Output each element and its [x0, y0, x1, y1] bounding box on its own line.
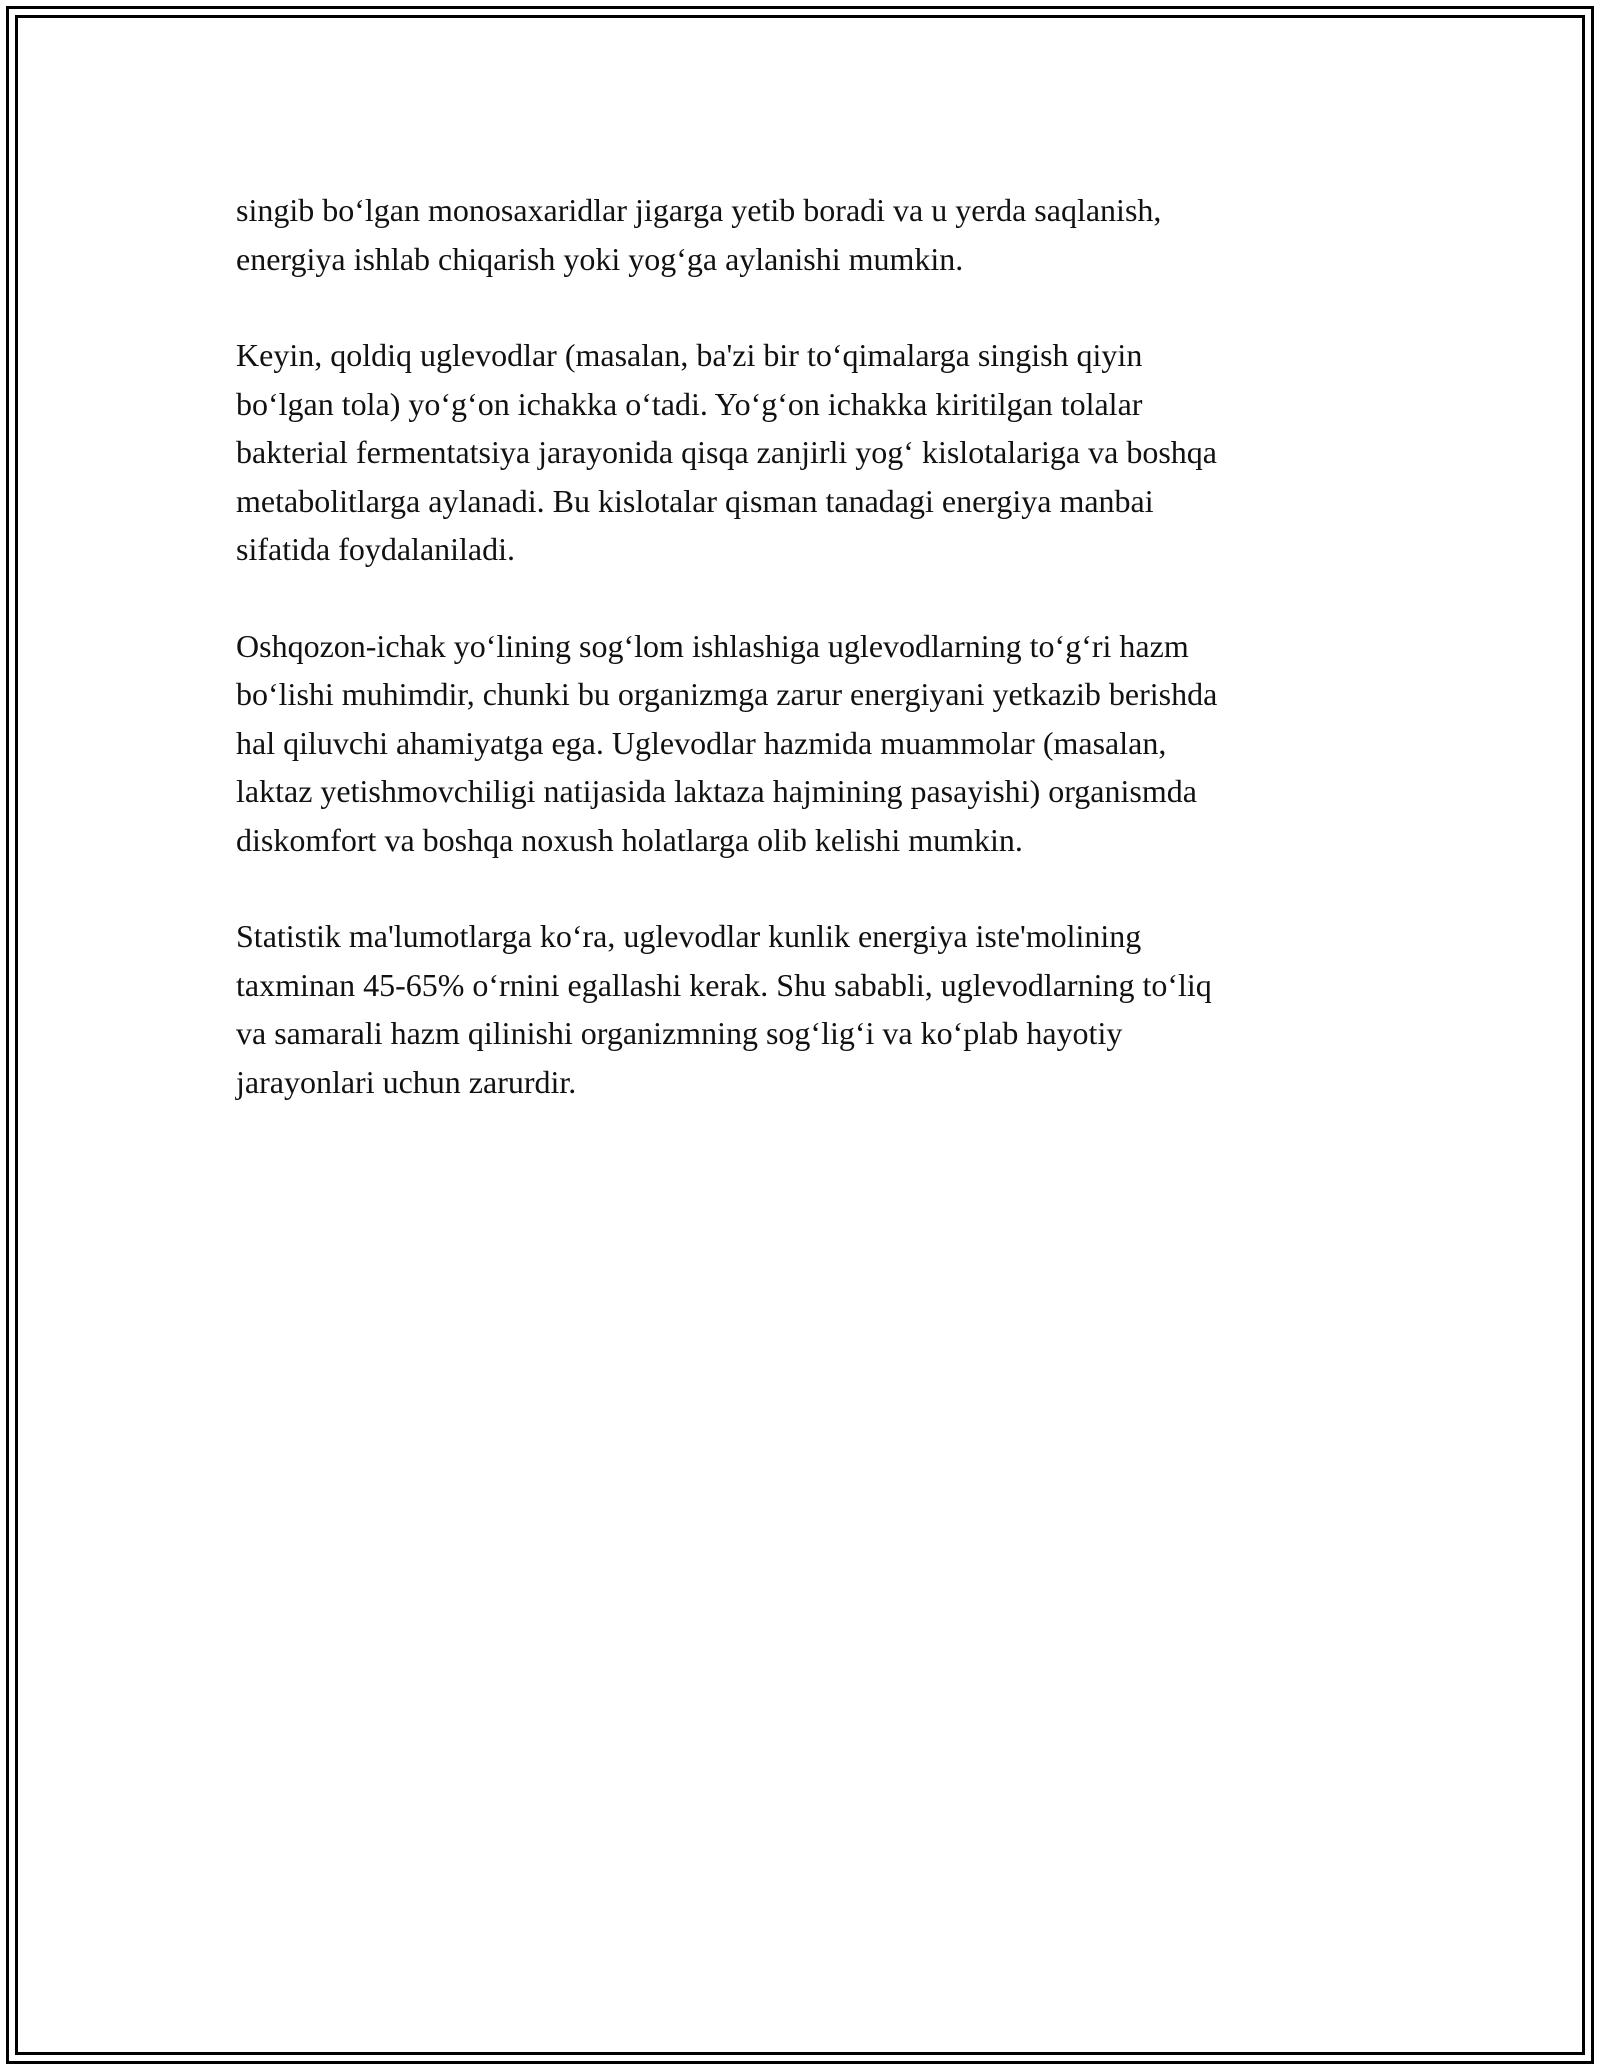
- document-body: [236, 186, 1386, 1154]
- text-line: metabolitlarga aylanadi. Bu kislotalar qisman tanadagi energiya manbai: [236, 482, 1154, 519]
- text-line: va samarali hazm qilinishi organizmning sog‘lig‘i va ko‘plab hayotiy: [236, 1015, 1123, 1051]
- text-line: Keyin, qoldiq uglevodlar (masalan, ba'zi bir to‘qimalarga singish qiyin: [236, 337, 1143, 373]
- text-line: diskomfort va boshqa noxush holatlarga olib kelishi mumkin.: [236, 821, 1023, 858]
- text-line: bo‘lgan tola) yo‘g‘on ichakka o‘tadi. Yo‘g‘on ichakka kiritilgan tolalar: [236, 385, 1143, 422]
- text-line: taxminan 45-65% o‘rnini egallashi kerak. Shu sababli, uglevodlarning to‘liq: [236, 966, 1212, 1003]
- paragraph-2: [236, 331, 1386, 574]
- text-line: Statistik ma'lumotlarga ko‘ra, uglevodlar kunlik energiya iste'molining: [236, 918, 1142, 954]
- text-line: energiya ishlab chiqarish yoki yog‘ga aylanishi mumkin.: [236, 240, 964, 277]
- text-line: singib bo‘lgan monosaxaridlar jigarga yetib boradi va u yerda saqlanish,: [236, 192, 1162, 228]
- paragraph-4: [236, 912, 1386, 1106]
- text-line: jarayonlari uchun zarurdir.: [236, 1063, 577, 1100]
- text-line: hal qiluvchi ahamiyatga ega. Uglevodlar hazmida muammolar (masalan,: [236, 724, 1167, 761]
- paragraph-1: [236, 186, 1386, 283]
- text-line: bo‘lishi muhimdir, chunki bu organizmga zarur energiyani yetkazib berishda: [236, 676, 1218, 712]
- text-line: laktaz yetishmovchiligi natijasida laktaza hajmining pasayishi) organismda: [236, 773, 1197, 809]
- paragraph-3: [236, 622, 1386, 865]
- text-line: bakterial fermentatsiya jarayonida qisqa zanjirli yog‘ kislotalariga va boshqa: [236, 434, 1217, 470]
- text-line: sifatida foydalaniladi.: [236, 531, 516, 567]
- text-line: Oshqozon-ichak yo‘lining sog‘lom ishlashiga uglevodlarning to‘g‘ri hazm: [236, 627, 1189, 664]
